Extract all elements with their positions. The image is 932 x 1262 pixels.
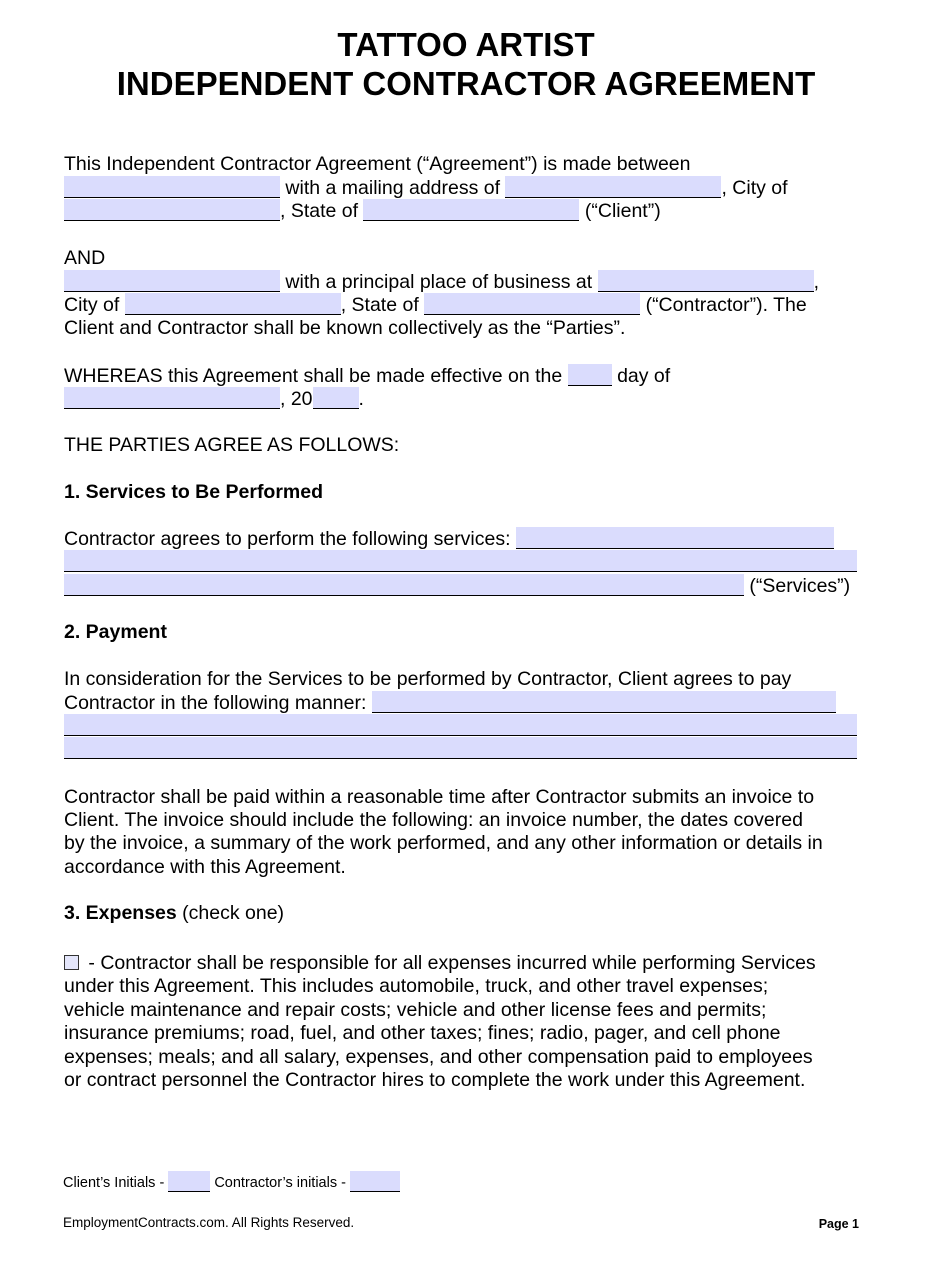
- page-number: Page 1: [818, 1217, 859, 1231]
- payment-field-2[interactable]: [64, 714, 857, 736]
- initials-line: [63, 1171, 400, 1192]
- intro-line3: [64, 199, 661, 223]
- services-line1: [64, 527, 834, 551]
- expenses-option-line1: [64, 952, 816, 975]
- payment-manner-text: Contractor in the following manner:: [64, 692, 372, 714]
- expenses-checkbox[interactable]: [64, 955, 79, 970]
- year-prefix-text: , 20: [280, 388, 313, 410]
- effective-day-field[interactable]: [568, 364, 612, 386]
- whereas-text: WHEREAS this Agreement shall be made effective on the: [64, 365, 568, 387]
- client-city-label: , City of: [721, 177, 788, 199]
- contractor-initials-field[interactable]: [350, 1171, 400, 1192]
- expenses-line6: or contract personnel the Contractor hires to complete the work under this Agreement.: [64, 1069, 806, 1091]
- contractor-city-label: City of: [64, 294, 125, 316]
- check-one-text: (check one): [176, 902, 285, 924]
- services-field-3[interactable]: [64, 574, 744, 596]
- invoice-para-line3: by the invoice, a summary of the work performed, and any other information or details in: [64, 832, 823, 854]
- document-title-line1: TATTOO ARTIST: [337, 26, 595, 63]
- client-city-field[interactable]: [64, 199, 280, 221]
- expenses-line5: expenses; meals; and all salary, expenses, and other compensation paid to employees: [64, 1046, 813, 1068]
- section3-heading: 3. Expenses: [64, 902, 177, 924]
- principal-place-label: with a principal place of business at: [280, 271, 598, 293]
- period-text: .: [358, 388, 364, 410]
- client-name-field[interactable]: [64, 176, 280, 198]
- expenses-line4: insurance premiums; road, fuel, and other taxes; fines; radio, pager, and cell phone: [64, 1022, 781, 1044]
- services-label: (“Services”): [744, 575, 851, 597]
- section3-heading-line: [64, 902, 284, 925]
- copyright-text: EmploymentContracts.com. All Rights Reserved.: [63, 1215, 355, 1230]
- section1-heading: 1. Services to Be Performed: [64, 481, 324, 503]
- contractor-address-field[interactable]: [598, 270, 814, 292]
- intro-line2: [64, 176, 788, 200]
- effective-month-field[interactable]: [64, 387, 280, 409]
- client-state-field[interactable]: [363, 199, 579, 221]
- services-field-2[interactable]: [64, 550, 857, 572]
- payment-line2: [64, 691, 836, 715]
- and-label: AND: [64, 247, 106, 269]
- document-title-line2: INDEPENDENT CONTRACTOR AGREEMENT: [116, 65, 816, 102]
- expenses-option-text: - Contractor shall be responsible for all expenses incurred while performing Services: [83, 952, 816, 974]
- contractor-initials-label: Contractor’s initials -: [210, 1175, 350, 1191]
- contractor-name-field[interactable]: [64, 270, 280, 292]
- contractor-city-field[interactable]: [125, 293, 341, 315]
- whereas-line1: [64, 364, 670, 388]
- section2-heading: 2. Payment: [64, 621, 167, 643]
- effective-year-field[interactable]: [313, 387, 359, 409]
- client-initials-field[interactable]: [168, 1171, 210, 1192]
- contractor-state-field[interactable]: [424, 293, 640, 315]
- invoice-para-line4: accordance with this Agreement.: [64, 856, 346, 878]
- intro-line1: This Independent Contractor Agreement (“Agreement”) is made between: [64, 153, 691, 175]
- parties-line: Client and Contractor shall be known collectively as the “Parties”.: [64, 317, 626, 339]
- whereas-line2: [64, 387, 364, 411]
- contractor-state-label: , State of: [340, 294, 425, 316]
- services-field-1[interactable]: [516, 527, 834, 549]
- day-of-text: day of: [611, 365, 671, 387]
- client-address-field[interactable]: [505, 176, 721, 198]
- services-text: Contractor agrees to perform the following services:: [64, 528, 516, 550]
- client-state-label: , State of: [280, 200, 364, 222]
- comma-text: ,: [813, 271, 820, 293]
- client-label: (“Client”): [579, 200, 661, 222]
- services-line3: [64, 574, 850, 598]
- invoice-para-line2: Client. The invoice should include the following: an invoice number, the dates covered: [64, 809, 803, 831]
- payment-field-1[interactable]: [372, 691, 836, 713]
- payment-field-3[interactable]: [64, 737, 857, 759]
- parties-agree: THE PARTIES AGREE AS FOLLOWS:: [64, 434, 400, 456]
- contractor-line1: [64, 270, 819, 294]
- contractor-line2: [64, 293, 807, 317]
- mailing-address-label: with a mailing address of: [280, 177, 506, 199]
- expenses-line2: under this Agreement. This includes automobile, truck, and other travel expenses;: [64, 975, 769, 997]
- client-initials-label: Client’s Initials -: [63, 1175, 169, 1191]
- invoice-para-line1: Contractor shall be paid within a reasonable time after Contractor submits an invoice to: [64, 786, 815, 808]
- expenses-line3: vehicle maintenance and repair costs; vehicle and other license fees and permits;: [64, 999, 767, 1021]
- contractor-label: (“Contractor”). The: [640, 294, 807, 316]
- payment-line1: In consideration for the Services to be performed by Contractor, Client agrees to pay: [64, 668, 792, 690]
